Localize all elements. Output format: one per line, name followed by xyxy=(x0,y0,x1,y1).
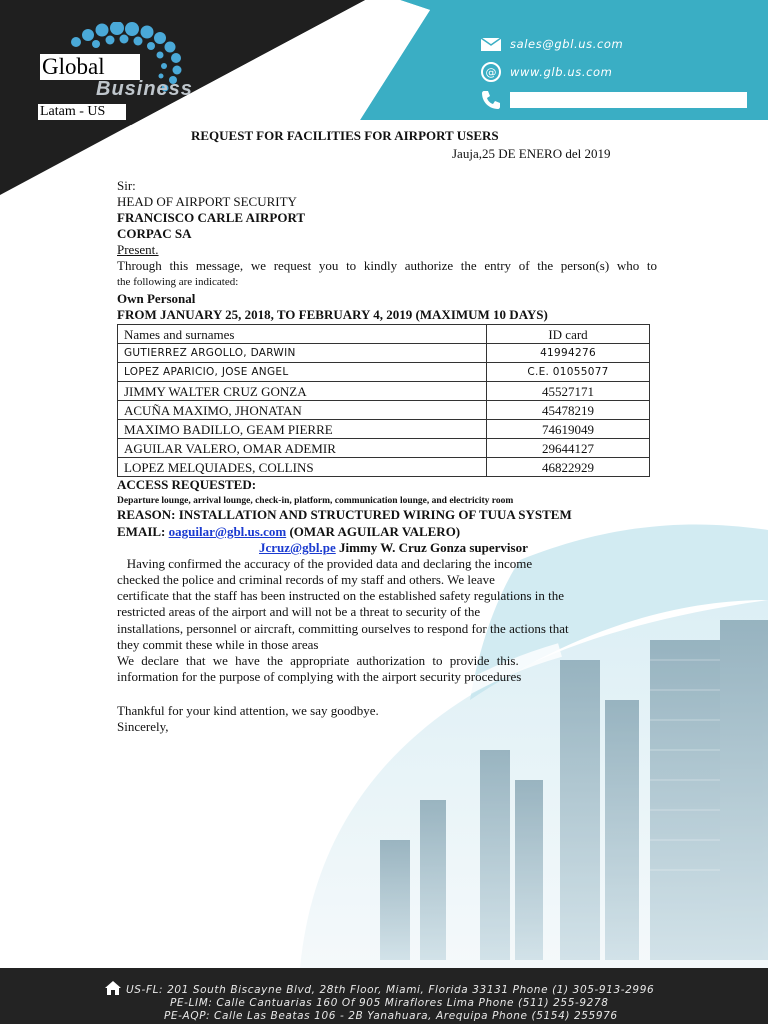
contact-phone-row xyxy=(480,89,747,111)
email-label: EMAIL: xyxy=(117,524,166,539)
person-id: 45478219 xyxy=(487,401,650,420)
table-row xyxy=(118,344,650,363)
footer xyxy=(0,968,768,1024)
email-owner-1: (OMAR AGUILAR VALERO) xyxy=(286,524,461,539)
body-line: certificate that the staff has been instructed on the established safety regulations in the xyxy=(117,588,565,603)
svg-text:@: @ xyxy=(485,66,497,79)
table-header-row xyxy=(118,325,650,344)
person-name: LOPEZ MELQUIADES, COLLINS xyxy=(118,458,487,477)
salutation: Sir: xyxy=(117,178,136,193)
letter-title: REQUEST FOR FACILITIES FOR AIRPORT USERS xyxy=(191,128,499,143)
person-id: 74619049 xyxy=(487,420,650,439)
body-line: Having confirmed the accuracy of the provided data and declaring the income xyxy=(117,556,533,571)
email-link-oaguilar[interactable]: oaguilar@gbl.us.com xyxy=(168,524,287,539)
footer-address-lima: PE-LIM: Calle Cantuarias 160 Of 905 Miraflores Lima Phone (511) 255-9278 xyxy=(170,997,609,1009)
contact-website[interactable]: www.glb.us.com xyxy=(510,65,613,79)
person-id: 29644127 xyxy=(487,439,650,458)
envelope-icon xyxy=(480,33,502,55)
own-personal-label: Own Personal xyxy=(117,291,196,306)
at-sign-icon xyxy=(480,61,502,83)
access-requested-detail: Departure lounge, arrival lounge, check-in, platform, communication lounge, and electricity room xyxy=(117,496,514,506)
closing-line: Thankful for your kind attention, we say goodbye. xyxy=(117,703,379,718)
present-line: Present. xyxy=(117,242,159,257)
logo-text-global: Global xyxy=(40,54,140,80)
home-icon xyxy=(104,980,122,996)
access-requested-label: ACCESS REQUESTED: xyxy=(117,477,257,492)
contact-web-row xyxy=(480,61,612,83)
logo-text-latam: Latam - US xyxy=(38,104,126,120)
person-name: ACUÑA MAXIMO, JHONATAN xyxy=(118,401,487,420)
contact-phone: Lima - PE Phone (511) 255-9278 xyxy=(510,92,747,108)
intro-text: Through this message, we request you to kindly authorize the entry of the person(s) who to xyxy=(117,258,657,273)
phone-icon xyxy=(480,89,502,111)
signoff: Sincerely, xyxy=(117,719,169,734)
column-header-names: Names and surnames xyxy=(118,325,487,344)
table-row xyxy=(118,439,650,458)
header-corner xyxy=(0,120,200,200)
person-name: MAXIMO BADILLO, GEAM PIERRE xyxy=(118,420,487,439)
letter-date: Jauja,25 DE ENERO del 2019 xyxy=(452,146,611,161)
body-line: checked the police and criminal records of my staff and others. We leave xyxy=(117,572,495,587)
footer-address-arequipa: PE-AQP: Calle Las Beatas 106 - 2B Yanahuara, Arequipa Phone (5154) 255976 xyxy=(164,1010,618,1022)
body-line: information for the purpose of complying with the airport security procedures xyxy=(117,669,522,684)
email-link-jcruz[interactable]: Jcruz@gbl.pe xyxy=(259,540,336,555)
supervisor-email-line xyxy=(259,540,528,556)
body-line: restricted areas of the airport and will not be a threat to security of the xyxy=(117,604,481,619)
body-line: installations, personnel or aircraft, committing ourselves to respond for the actions that xyxy=(117,621,569,636)
table-row xyxy=(118,382,650,401)
person-id: 45527171 xyxy=(487,382,650,401)
person-name: LOPEZ APARICIO, JOSE ANGEL xyxy=(118,363,487,382)
person-id: 41994276 xyxy=(487,344,650,363)
logo-text-business: Business xyxy=(96,78,193,100)
person-name: GUTIERREZ ARGOLLO, DARWIN xyxy=(118,344,487,363)
table-row xyxy=(118,458,650,477)
contact-email[interactable]: sales@gbl.us.com xyxy=(510,37,624,51)
person-id: 46822929 xyxy=(487,458,650,477)
recipient-line-1: HEAD OF AIRPORT SECURITY xyxy=(117,194,297,209)
intro-text-continued: the following are indicated: xyxy=(117,276,239,288)
personnel-table xyxy=(117,324,650,477)
table-row xyxy=(118,401,650,420)
company-logo xyxy=(36,22,193,122)
recipient-line-2: FRANCISCO CARLE AIRPORT xyxy=(117,210,306,225)
recipient-line-3: CORPAC SA xyxy=(117,226,192,241)
email-line xyxy=(117,524,460,540)
reason-line: REASON: INSTALLATION AND STRUCTURED WIRING OF TUUA SYSTEM xyxy=(117,507,572,522)
column-header-id: ID card xyxy=(487,325,650,344)
person-name: JIMMY WALTER CRUZ GONZA xyxy=(118,382,487,401)
table-row xyxy=(118,363,650,382)
body-line: We declare that we have the appropriate authorization to provide this. xyxy=(117,653,519,668)
footer-address-us: US-FL: 201 South Biscayne Blvd, 28th Floor, Miami, Florida 33131 Phone (1) 305-913-2996 xyxy=(126,984,655,996)
body-line: they commit these while in those areas xyxy=(117,637,319,652)
table-row xyxy=(118,420,650,439)
person-name: AGUILAR VALERO, OMAR ADEMIR xyxy=(118,439,487,458)
access-period: FROM JANUARY 25, 2018, TO FEBRUARY 4, 2019 (MAXIMUM 10 DAYS) xyxy=(117,307,548,322)
contact-email-row xyxy=(480,33,623,55)
email-owner-2: Jimmy W. Cruz Gonza supervisor xyxy=(335,540,528,555)
person-id: C.E. 01055077 xyxy=(487,363,650,382)
